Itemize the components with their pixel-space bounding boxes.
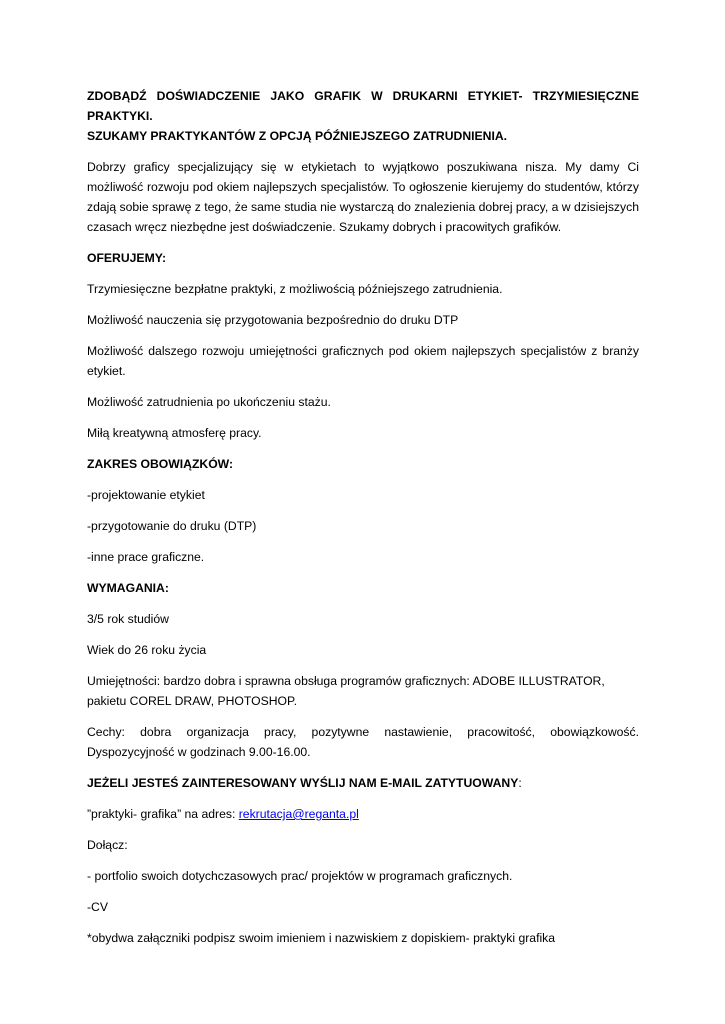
requirement-item: Cechy: dobra organizacja pracy, pozytywne nastawienie, pracowitość, obowiązkowość. Dyspozycyjność w godzinach 9.00-16.00.: [87, 725, 639, 759]
requirement-item: Wiek do 26 roku życia: [87, 643, 207, 657]
email-subject: ”praktyki- grafika” na adres:: [87, 807, 239, 821]
requirement-item: Umiejętności: bardzo dobra i sprawna obsługa programów graficznych: ADOBE ILLUSTRATOR, pakietu COREL DRAW, PHOTOSHOP.: [87, 674, 605, 708]
attachment-item: -CV: [87, 900, 108, 914]
duty-item: -projektowanie etykiet: [87, 488, 205, 502]
duty-item: -inne prace graficzne.: [87, 550, 205, 564]
apply-heading-suffix: :: [518, 776, 522, 790]
title-line-1: ZDOBĄDŹ DOŚWIADCZENIE JAKO GRAFIK W DRUKARNI ETYKIET- TRZYMIESIĘCZNE PRAKTYKI.: [87, 89, 639, 123]
offer-item: Trzymiesięczne bezpłatne praktyki, z możliwością późniejszego zatrudnienia.: [87, 282, 503, 296]
title-line-2: SZUKAMY PRAKTYKANTÓW Z OPCJĄ PÓŹNIEJSZEGO ZATRUDNIENIA.: [87, 129, 508, 143]
offer-heading: OFERUJEMY:: [87, 251, 166, 265]
email-link[interactable]: rekrutacja@reganta.pl: [238, 807, 359, 821]
offer-item: Możliwość dalszego rozwoju umiejętności graficznych pod okiem najlepszych specjalistów z branży etykiet.: [87, 344, 639, 378]
attachment-item: - portfolio swoich dotychczasowych prac/ projektów w programach graficznych.: [87, 869, 513, 883]
offer-item: Możliwość nauczenia się przygotowania bezpośrednio do druku DTP: [87, 313, 459, 327]
offer-item: Miłą kreatywną atmosferę pracy.: [87, 426, 262, 440]
email-subject-line: [87, 804, 639, 824]
requirements-heading: WYMAGANIA:: [87, 581, 169, 595]
duties-heading: ZAKRES OBOWIĄZKÓW:: [87, 457, 234, 471]
apply-heading: JEŻELI JESTEŚ ZAINTERESOWANY WYŚLIJ NAM E-MAIL ZATYTUOWANY: [87, 776, 519, 790]
requirement-item: 3/5 rok studiów: [87, 612, 169, 626]
offer-item: Możliwość zatrudnienia po ukończeniu stażu.: [87, 395, 331, 409]
page-title: [87, 86, 639, 146]
attach-label: Dołącz:: [87, 838, 128, 852]
attachment-note: *obydwa załączniki podpisz swoim imieniem i nazwiskiem z dopiskiem- praktyki grafika: [87, 931, 556, 945]
duty-item: -przygotowanie do druku (DTP): [87, 519, 257, 533]
intro-paragraph: Dobrzy graficy specjalizujący się w etykietach to wyjątkowo poszukiwana nisza. My damy Ci możliwość rozwoju pod okiem najlepszych specjalistów. To ogłoszenie kierujemy do studentów, którzy zdają sobie sprawę z tego, że same studia nie wystarczą do znalezienia dobrej pracy, a w dzisiejszych czasach wręcz niezbędne jest doświadczenie. Szukamy dobrych i pracowitych grafików.: [87, 160, 639, 234]
apply-heading-line: [87, 773, 639, 793]
